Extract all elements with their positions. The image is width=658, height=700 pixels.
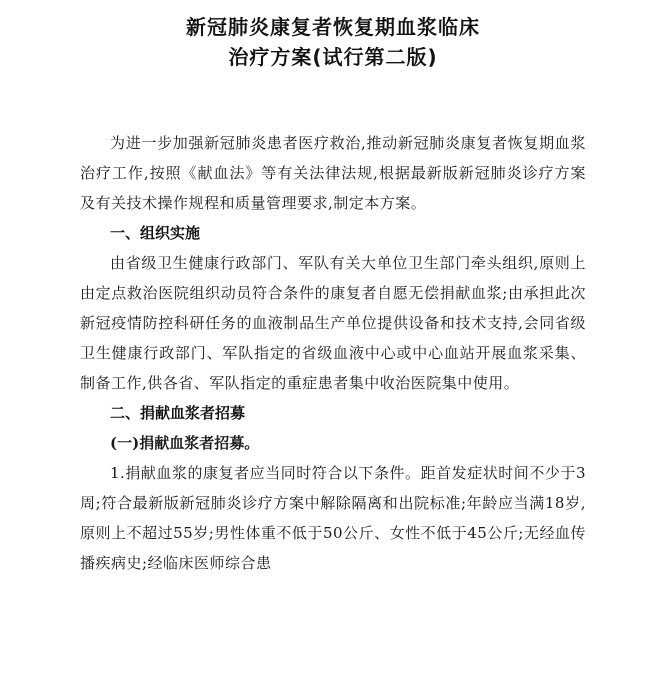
document-body	[80, 128, 586, 578]
document-title-line-2: 治疗方案(试行第二版)	[228, 45, 438, 69]
section-1-heading: 一、组织实施	[110, 224, 201, 242]
section-2-paragraph: 1.捐献血浆的康复者应当同时符合以下条件。距首发症状时间不少于3周;符合最新版新冠肺炎诊疗方案中解除隔离和出院标准;年龄应当满18岁,原则上不超过55岁;男性体重不低于50公斤、女性不低于45公斤;无经血传播疾病史;经临床医师综合患	[80, 464, 586, 572]
section-1-paragraph: 由省级卫生健康行政部门、军队有关大单位卫生部门牵头组织,原则上由定点救治医院组织动员符合条件的康复者自愿无偿捐献血浆;由承担此次新冠疫情防控科研任务的血液制品生产单位提供设备和技术支持,会同省级卫生健康行政部门、军队指定的省级血液中心或中心血站开展血浆采集、制备工作,供各省、军队指定的重症患者集中收治医院集中使用。	[80, 254, 586, 392]
document-title	[80, 0, 586, 72]
intro-paragraph: 为进一步加强新冠肺炎患者医疗救治,推动新冠肺炎康复者恢复期血浆治疗工作,按照《献血法》等有关法律法规,根据最新版新冠肺炎诊疗方案及有关技术操作规程和质量管理要求,制定本方案。	[80, 134, 586, 212]
section-2-heading: 二、捐献血浆者招募	[110, 404, 246, 422]
document-title-line-1: 新冠肺炎康复者恢复期血浆临床	[186, 15, 480, 39]
section-2-subheading: (一)捐献血浆者招募。	[110, 434, 260, 452]
